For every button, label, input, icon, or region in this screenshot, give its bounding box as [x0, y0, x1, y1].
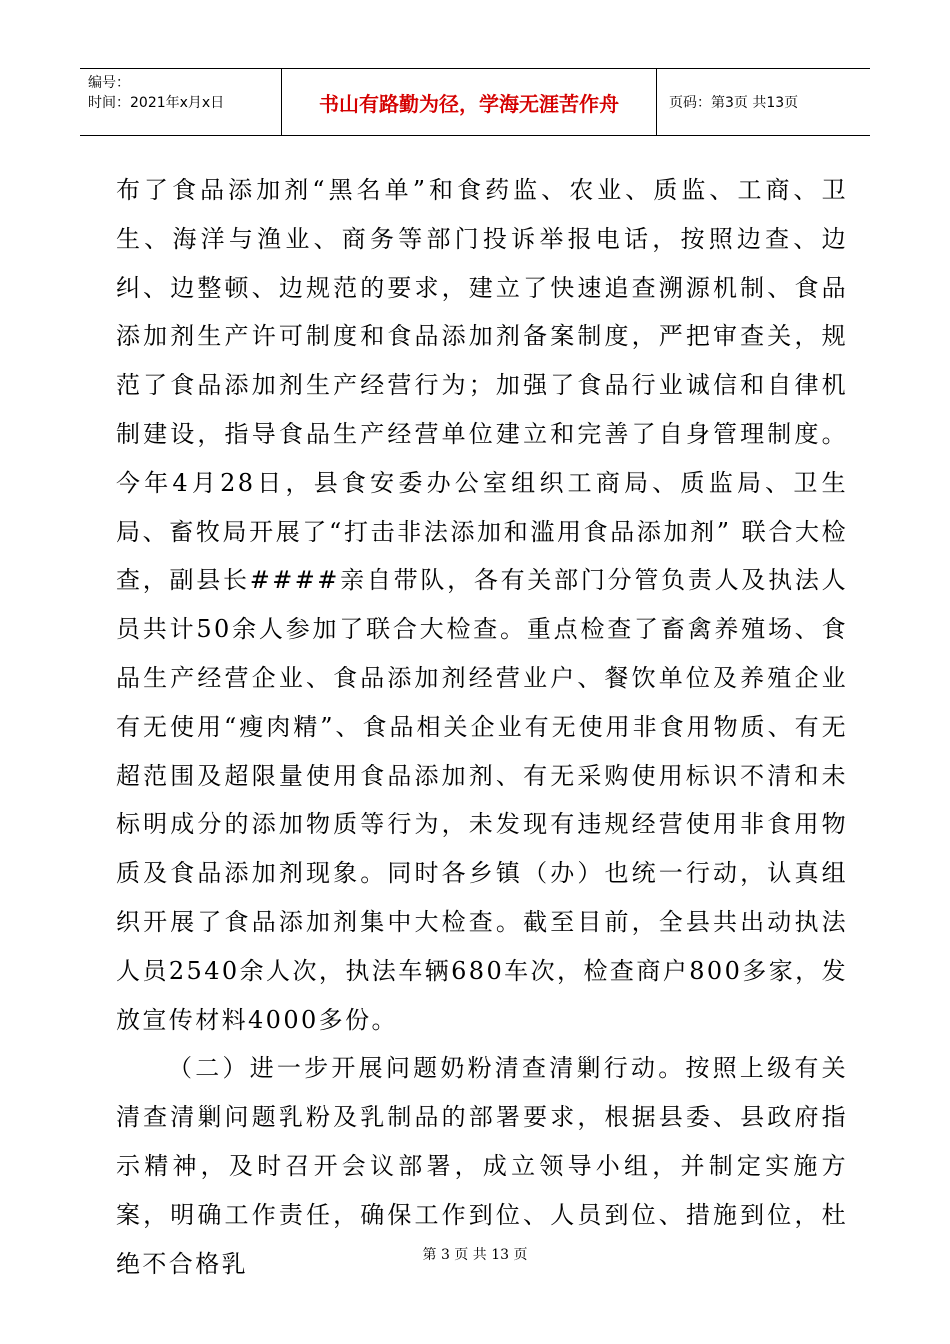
page-header [80, 68, 870, 136]
document-time-label: 时间：2021年x月x日 [88, 95, 225, 111]
page-footer: 第 3 页 共 13 页 [422, 1247, 528, 1263]
header-meta [80, 69, 282, 135]
header-page-info: 页码：第3页 共13页 [669, 95, 799, 111]
header-motto: 书山有路勤为径，学海无涯苦作舟 [282, 69, 657, 135]
body-paragraph: （二）进一步开展问题奶粉清查清剿行动。按照上级有关清查清剿问题乳粉及乳制品的部署要求，根据县委、县政府指示精神，及时召开会议部署，成立领导小组，并制定实施方案，明确工作责任，确保工作到位、人员到位、措施到位，杜绝不合格乳 [116, 1054, 848, 1278]
document-body [116, 166, 848, 1288]
body-paragraph: 布了食品添加剂“黑名单”和食药监、农业、质监、工商、卫生、海洋与渔业、商务等部门投诉举报电话，按照边查、边纠、边整顿、边规范的要求，建立了快速追查溯源机制、食品添加剂生产许可制度和食品添加剂备案制度，严把审查关，规范了食品添加剂生产经营行为；加强了食品行业诚信和自律机制建设，指导食品生产经营单位建立和完善了自身管理制度。今年4月28日，县食安委办公室组织工商局、质监局、卫生局、畜牧局开展了“打击非法添加和滥用食品添加剂” 联合大检查，副县长####亲自带队，各有关部门分管负责人及执法人员共计50余人参加了联合大检查。重点检查了畜禽养殖场、食品生产经营企业、食品添加剂经营业户、餐饮单位及养殖企业有无使用“瘦肉精”、食品相关企业有无使用非食用物质、有无超范围及超限量使用食品添加剂、有无采购使用标识不清和未标明成分的添加物质等行为，未发现有违规经营使用非食用物质及食品添加剂现象。同时各乡镇（办）也统一行动，认真组织开展了食品添加剂集中大检查。截至目前，全县共出动执法人员2540余人次，执法车辆680车次，检查商户800多家，发放宣传材料4000多份。 [116, 176, 848, 1034]
document-number-label: 编号： [88, 75, 130, 91]
